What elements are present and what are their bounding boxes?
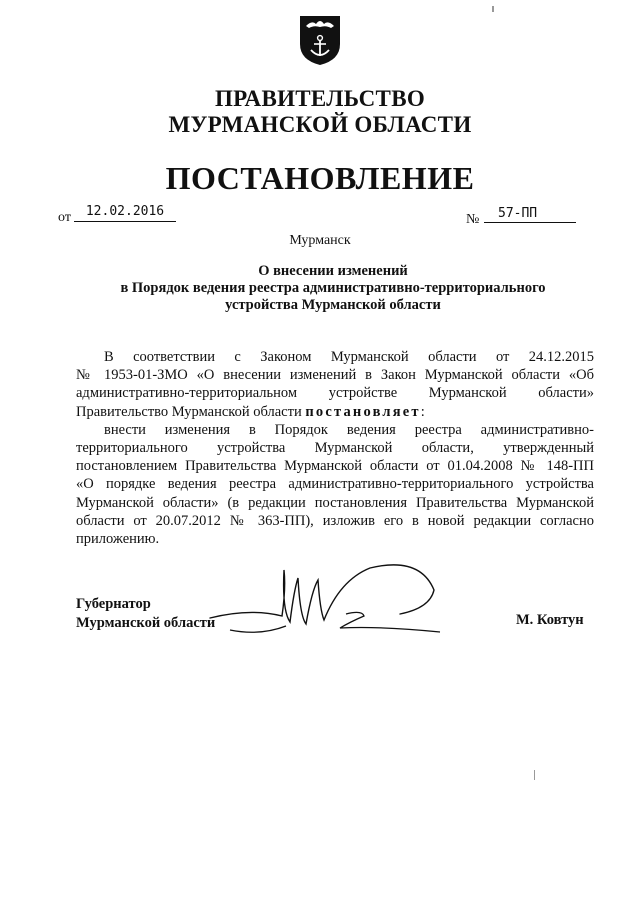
city: Мурманск	[289, 233, 351, 248]
body-line: «О порядке ведения реестра административно-территориального устройства	[76, 476, 594, 493]
document-body	[76, 348, 594, 548]
scan-speck	[534, 770, 535, 780]
position-line: Мурманской области	[76, 615, 216, 631]
document-date: 12.02.2016	[74, 204, 176, 222]
document-number: 57-ПП	[484, 206, 576, 223]
signatory-name: М. Ковтун	[516, 612, 584, 628]
decree-verb: постановляет	[305, 403, 421, 420]
handwritten-signature	[190, 560, 450, 650]
scan-speck	[492, 6, 494, 12]
date-prefix: от	[58, 210, 71, 225]
title-line: в Порядок ведения реестра административно-территориального	[120, 280, 546, 296]
document-title	[70, 263, 596, 314]
org-name-line2: МУРМАНСКОЙ ОБЛАСТИ	[168, 112, 472, 137]
coat-of-arms-icon	[298, 14, 342, 66]
body-line: № 1953-01-ЗМО «О внесении изменений в Закон Мурманской области «Об	[76, 367, 594, 384]
body-line: территориального устройства Мурманской области, утвержденный	[76, 439, 594, 456]
body-line: В соответствии с Законом Мурманской области от 24.12.2015	[104, 349, 594, 365]
body-line: постановлением Правительства Мурманской области от 01.04.2008 № 148-ПП	[76, 458, 594, 475]
number-prefix: №	[466, 212, 480, 227]
body-line: административно-территориальном устройстве Мурманской области»	[76, 385, 594, 402]
title-line: О внесении изменений	[258, 263, 408, 279]
body-line	[76, 403, 594, 421]
title-line: устройства Мурманской области	[225, 297, 441, 313]
body-line: области от 20.07.2012 № 363-ПП), изложив его в новой редакции согласно	[76, 512, 594, 529]
body-line: Мурманской области» (в редакции постановления Правительства Мурманской	[76, 494, 594, 511]
document-type: ПОСТАНОВЛЕНИЕ	[165, 160, 475, 196]
body-line: приложению.	[76, 530, 160, 547]
body-text: :	[420, 403, 425, 420]
body-line: внести изменения в Порядок ведения реестра административно-	[104, 421, 594, 438]
org-name-line1: ПРАВИТЕЛЬСТВО	[214, 86, 426, 111]
position-line: Губернатор	[76, 596, 151, 612]
body-text: Правительство Мурманской области	[76, 403, 306, 420]
